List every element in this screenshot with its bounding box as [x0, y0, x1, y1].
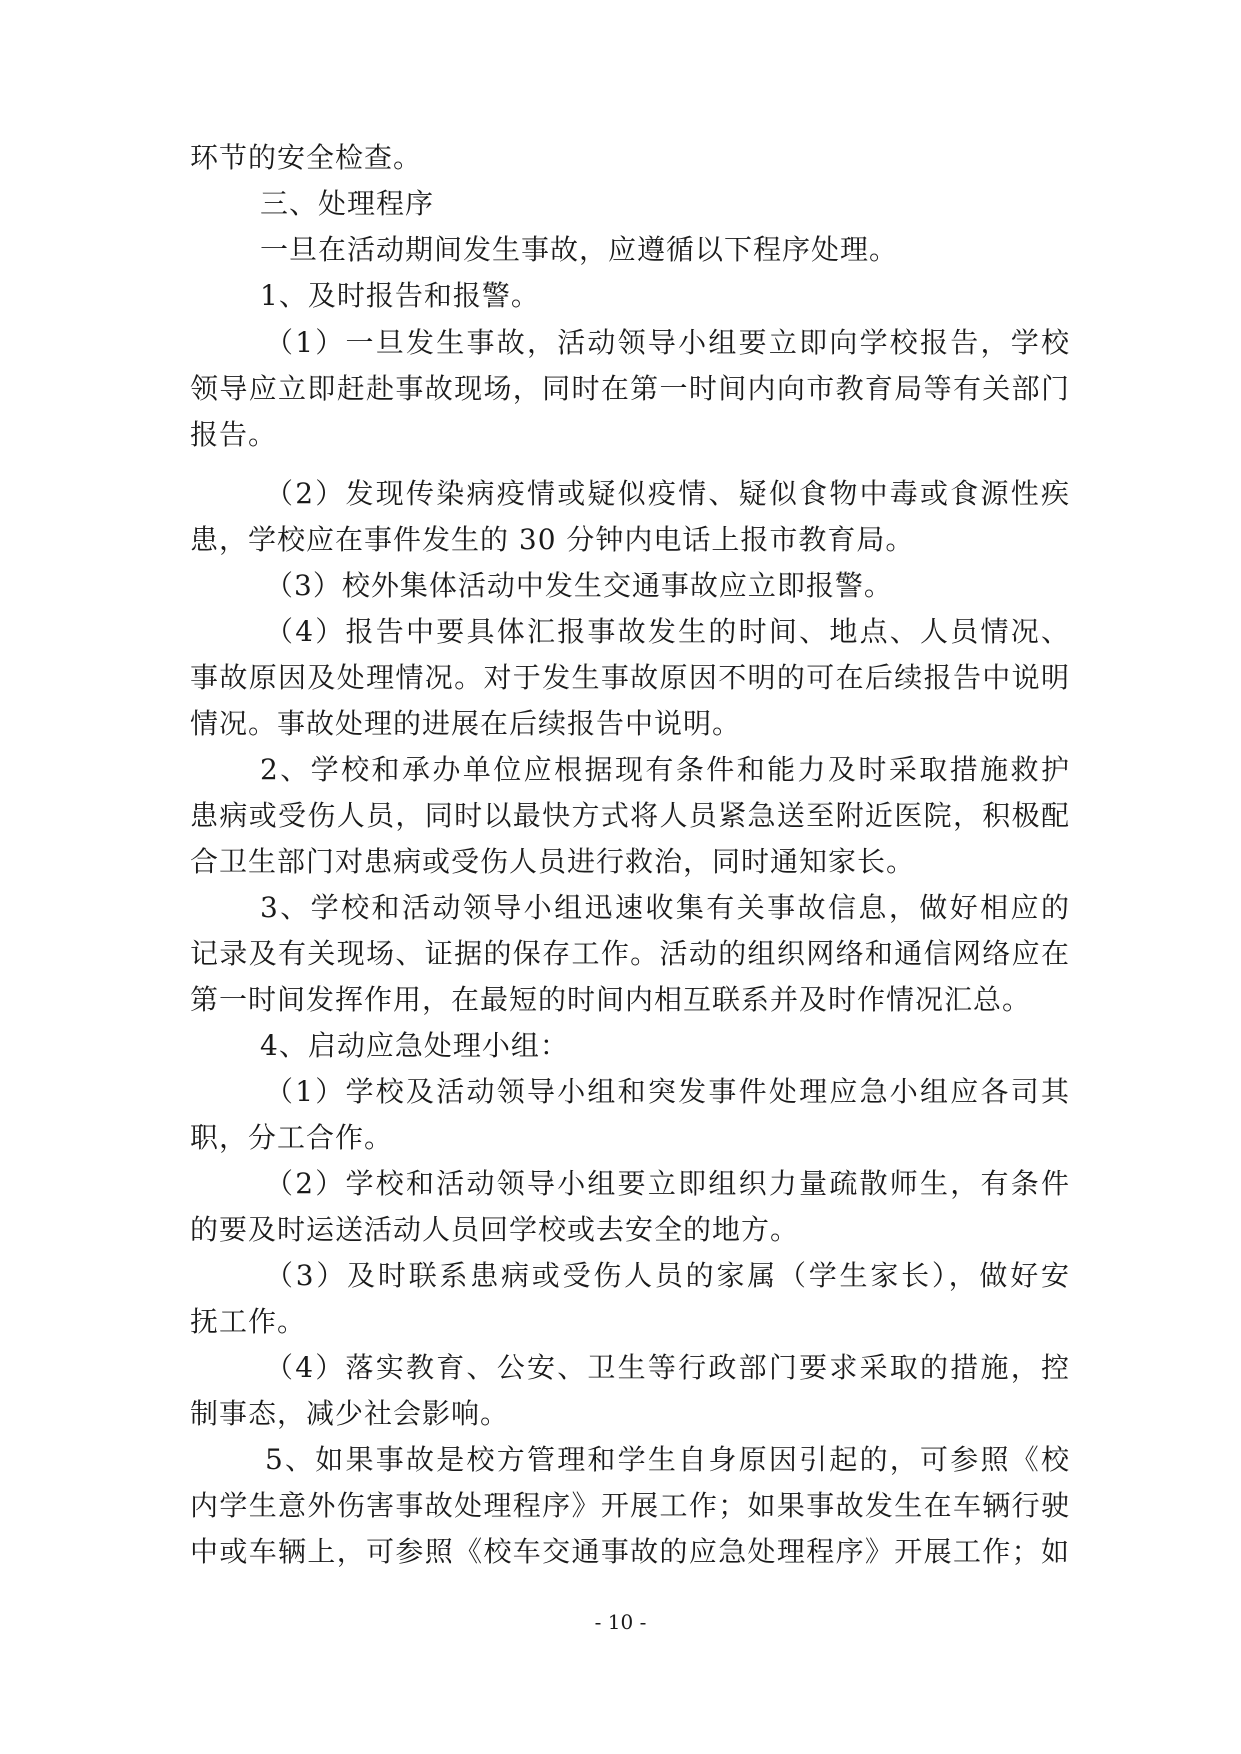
- text-line: 报告。: [190, 418, 278, 451]
- text-line: 内学生意外伤害事故处理程序》开展工作；如果事故发生在车辆行驶: [190, 1489, 1070, 1522]
- text-line: （4）落实教育、公安、卫生等行政部门要求采取的措施，控: [265, 1351, 1070, 1384]
- text-line: 的要及时运送活动人员回学校或去安全的地方。: [190, 1213, 800, 1246]
- page-number: - 10 -: [594, 1610, 647, 1634]
- text-line: 记录及有关现场、证据的保存工作。活动的组织网络和通信网络应在: [190, 937, 1070, 970]
- text-line: （1）学校及活动领导小组和突发事件处理应急小组应各司其: [265, 1075, 1070, 1108]
- text-line: 1、及时报告和报警。: [260, 279, 540, 312]
- text-line: 5、如果事故是校方管理和学生自身原因引起的，可参照《校: [265, 1443, 1070, 1476]
- text-line: 抚工作。: [190, 1305, 307, 1338]
- text-line: 职，分工合作。: [190, 1121, 394, 1154]
- text-line: 一旦在活动期间发生事故，应遵循以下程序处理。: [260, 233, 899, 266]
- text-line: （2）学校和活动领导小组要立即组织力量疏散师生，有条件: [265, 1167, 1070, 1200]
- text-line: （3）及时联系患病或受伤人员的家属（学生家长），做好安: [265, 1259, 1070, 1292]
- text-line: 患，学校应在事件发生的 30 分钟内电话上报市教育局。: [190, 523, 915, 556]
- text-line: 事故原因及处理情况。对于发生事故原因不明的可在后续报告中说明: [190, 661, 1070, 694]
- text-line: 环节的安全检查。: [190, 141, 423, 174]
- section-heading: 三、处理程序: [260, 187, 435, 220]
- text-line: 3、学校和活动领导小组迅速收集有关事故信息，做好相应的: [260, 891, 1070, 924]
- text-line: （1）一旦发生事故，活动领导小组要立即向学校报告，学校: [265, 326, 1070, 359]
- text-line: 第一时间发挥作用，在最短的时间内相互联系并及时作情况汇总。: [190, 983, 1032, 1016]
- text-line: 4、启动应急处理小组：: [260, 1029, 569, 1062]
- text-line: 2、学校和承办单位应根据现有条件和能力及时采取措施救护: [260, 753, 1070, 786]
- text-line: 制事态，减少社会影响。: [190, 1397, 510, 1430]
- text-line: 中或车辆上，可参照《校车交通事故的应急处理程序》开展工作；如: [190, 1535, 1070, 1568]
- text-line: （3）校外集体活动中发生交通事故应立即报警。: [265, 569, 893, 602]
- text-line: 合卫生部门对患病或受伤人员进行救治，同时通知家长。: [190, 845, 916, 878]
- text-line: 情况。事故处理的进展在后续报告中说明。: [190, 707, 742, 740]
- text-line: 领导应立即赶赴事故现场，同时在第一时间内向市教育局等有关部门: [190, 372, 1070, 405]
- text-line: 患病或受伤人员，同时以最快方式将人员紧急送至附近医院，积极配: [190, 799, 1070, 832]
- text-line: （4）报告中要具体汇报事故发生的时间、地点、人员情况、: [265, 615, 1070, 648]
- text-line: （2）发现传染病疫情或疑似疫情、疑似食物中毒或食源性疾: [265, 477, 1070, 510]
